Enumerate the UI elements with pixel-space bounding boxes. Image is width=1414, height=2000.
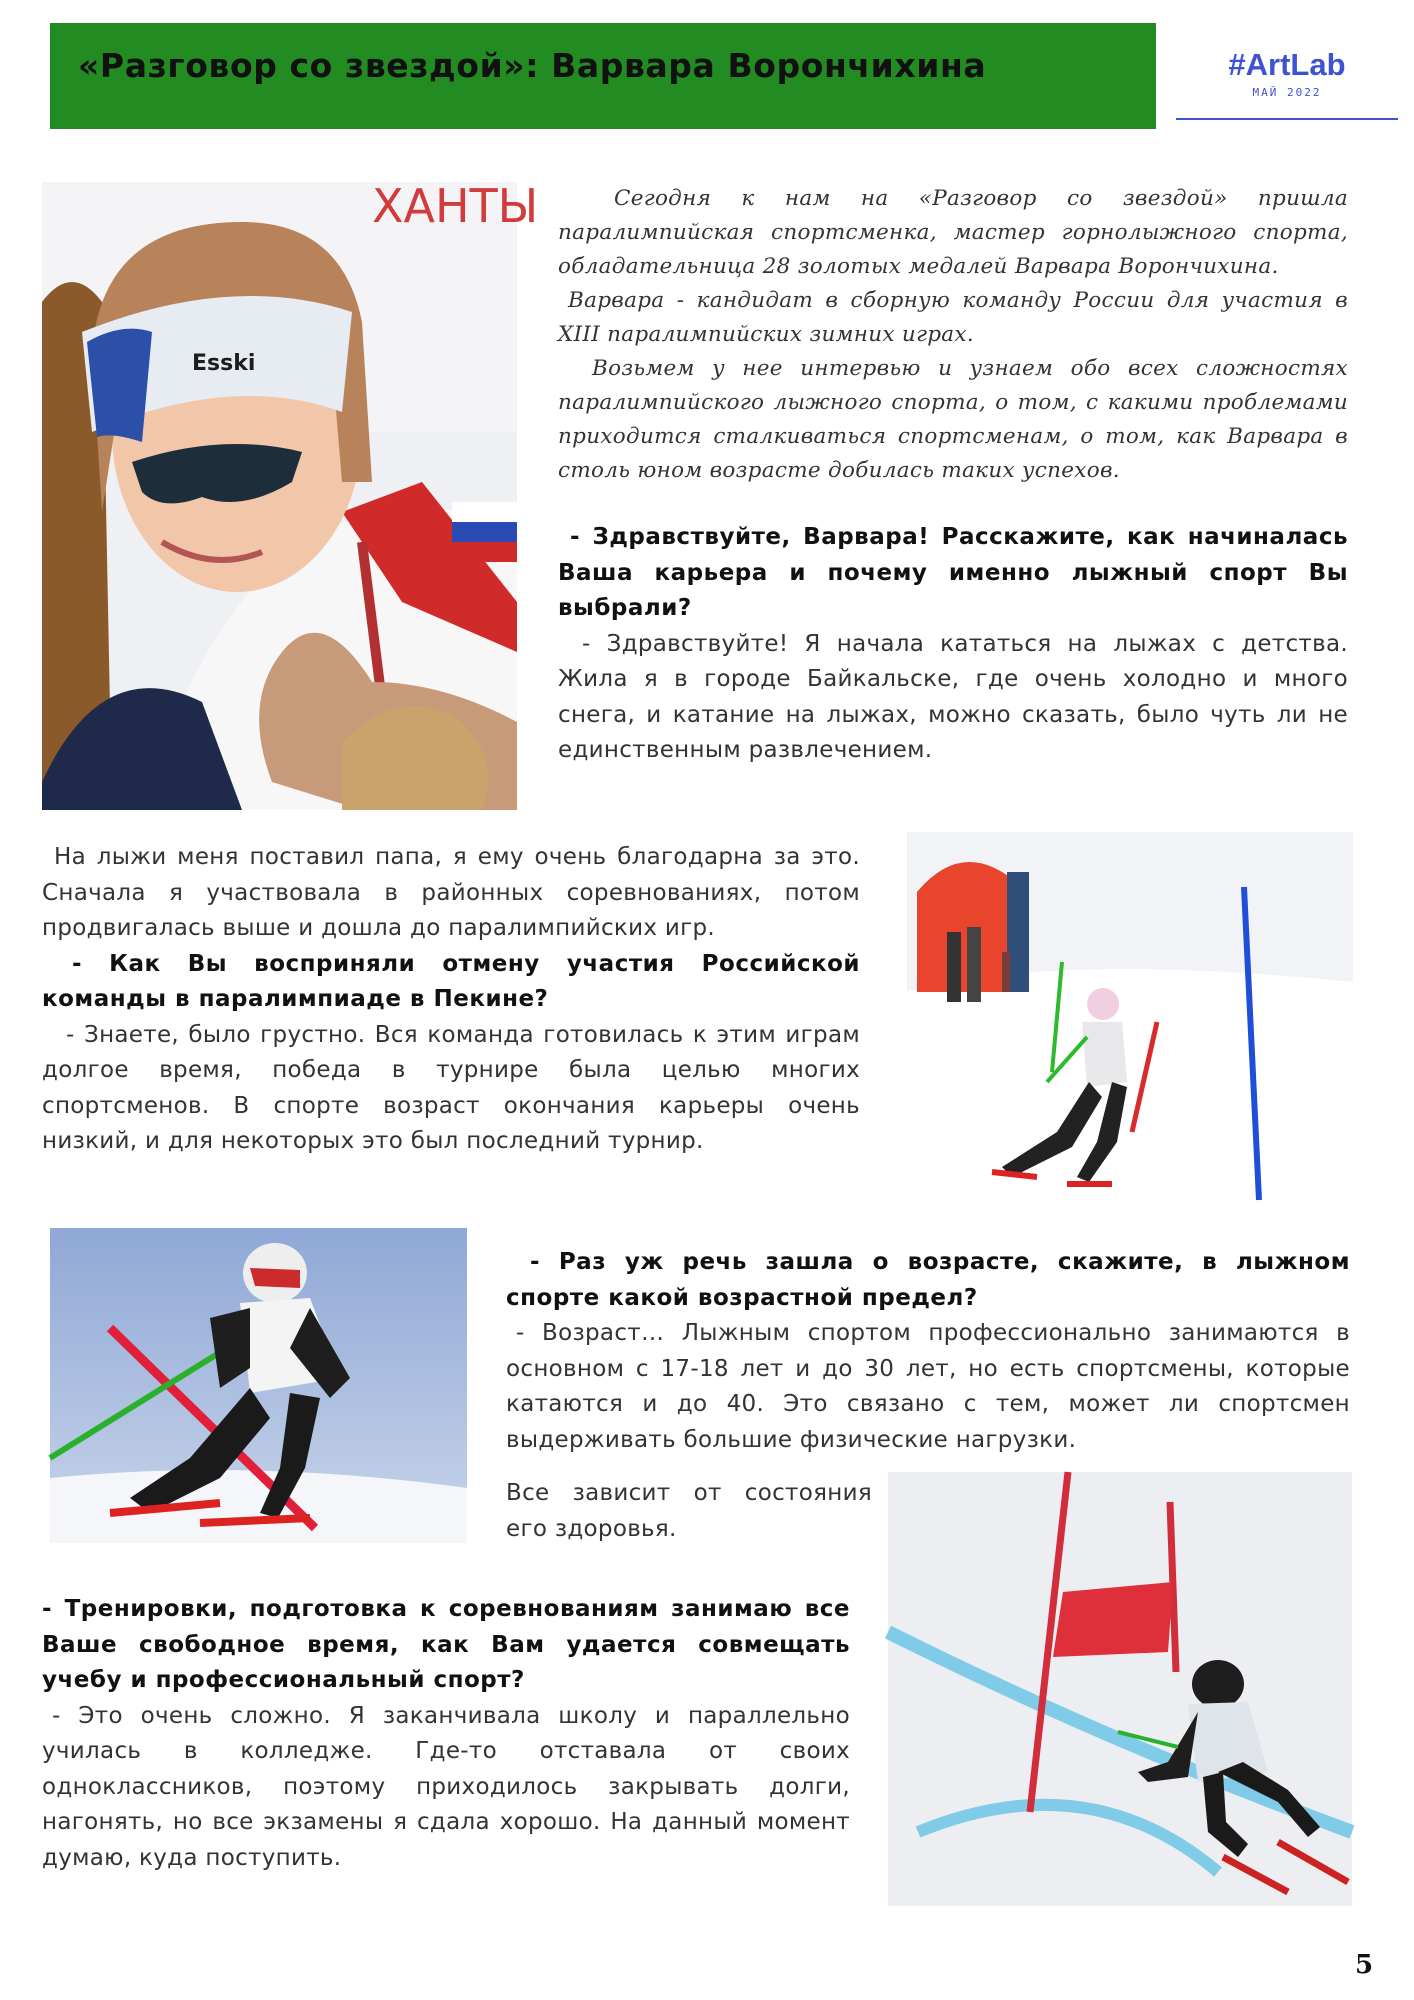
page-number: 5 <box>1355 1950 1374 1980</box>
brand-block <box>1176 48 1398 99</box>
portrait-sign-text: ХАНТЫ <box>372 179 539 233</box>
question-4: - Тренировки, подготовка к соревнованиям занимаю все Ваше свободное время, как Вам удается совмещать учебу и профессиональный спорт? <box>42 1596 850 1693</box>
giant-slalom-photo <box>888 1472 1352 1906</box>
headband-text: Esski <box>192 351 256 376</box>
intro-paragraph: Варвара - кандидат в сборную команду России для участия в XIII паралимпийских зимних играх. <box>558 288 1348 347</box>
interview-block-4 <box>42 1592 850 1876</box>
slalom-photo-tent <box>907 832 1353 1200</box>
question-3: - Раз уж речь зашла о возрасте, скажите, в лыжном спорте какой возрастной предел? <box>506 1249 1350 1311</box>
question-2: - Как Вы восприняли отмену участия Российской команды в паралимпиаде в Пекине? <box>42 950 860 1012</box>
slalom-photo-gate <box>50 1228 467 1543</box>
brand-logo: #ArtLab <box>1228 47 1346 82</box>
answer-2: - Знаете, было грустно. Вся команда готовилась к этим играм долгое время, победа в турнире была целью многих спортсменов. В спорте возраст окончания карьеры очень низкий, и для некоторых это был последний турнир. <box>42 1021 860 1154</box>
answer-3: - Возраст… Лыжным спортом профессионально занимаются в основном с 17-18 лет и до 30 лет, но есть спортсмены, которые катаются и до 40. Это связано с тем, может ли спортсмен выдерживать большие физические нагрузки. <box>506 1320 1350 1453</box>
answer-1: - Здравствуйте! Я начала кататься на лыжах с детства. Жила я в городе Байкальске, где очень холодно и много снега, и катание на лыжах, можно сказать, было чуть ли не единственным развлечением. <box>558 630 1348 763</box>
brand-underline <box>1176 118 1398 120</box>
portrait-photo <box>42 179 539 810</box>
answer-1-continued: На лыжи меня поставил папа, я ему очень благодарна за это. Сначала я участвовала в районных соревнованиях, потом продвигалась выше и дошла до паралимпийских игр. <box>42 844 860 941</box>
title-banner <box>50 23 1156 129</box>
issue-date: МАЙ 2022 <box>1252 86 1322 100</box>
answer-3-tail <box>506 1476 872 1547</box>
interview-block-1 <box>558 520 1348 769</box>
question-1: - Здравствуйте, Варвара! Расскажите, как начиналась Ваша карьера и почему именно лыжный спорт Вы выбрали? <box>558 524 1348 621</box>
page-title: «Разговор со звездой»: Варвара Ворончихина <box>78 46 987 85</box>
answer-4: - Это очень сложно. Я заканчивала школу и параллельно училась в колледже. Где-то отставала от своих одноклассников, поэтому приходилось закрывать долги, нагонять, но все экзамены я сдала хорошо. На данный момент думаю, куда поступить. <box>42 1702 850 1871</box>
interview-block-3 <box>506 1245 1350 1458</box>
intro-paragraph: Возьмем у нее интервью и узнаем обо всех сложностях паралимпийского лыжного спорта, о том, с какими проблемами приходится сталкиваться спортсменам, о том, как Варвара в столь юном возрасте добилась таких успехов. <box>558 356 1348 483</box>
answer-3-tail-text: Все зависит от состояния его здоровья. <box>506 1480 872 1542</box>
interview-block-2 <box>42 840 860 1160</box>
intro-text <box>558 182 1348 488</box>
intro-paragraph: Сегодня к нам на «Разговор со звездой» пришла паралимпийская спортсменка, мастер горнолыжного спорта, обладательница 28 золотых медалей Варвара Ворончихина. <box>558 186 1348 279</box>
